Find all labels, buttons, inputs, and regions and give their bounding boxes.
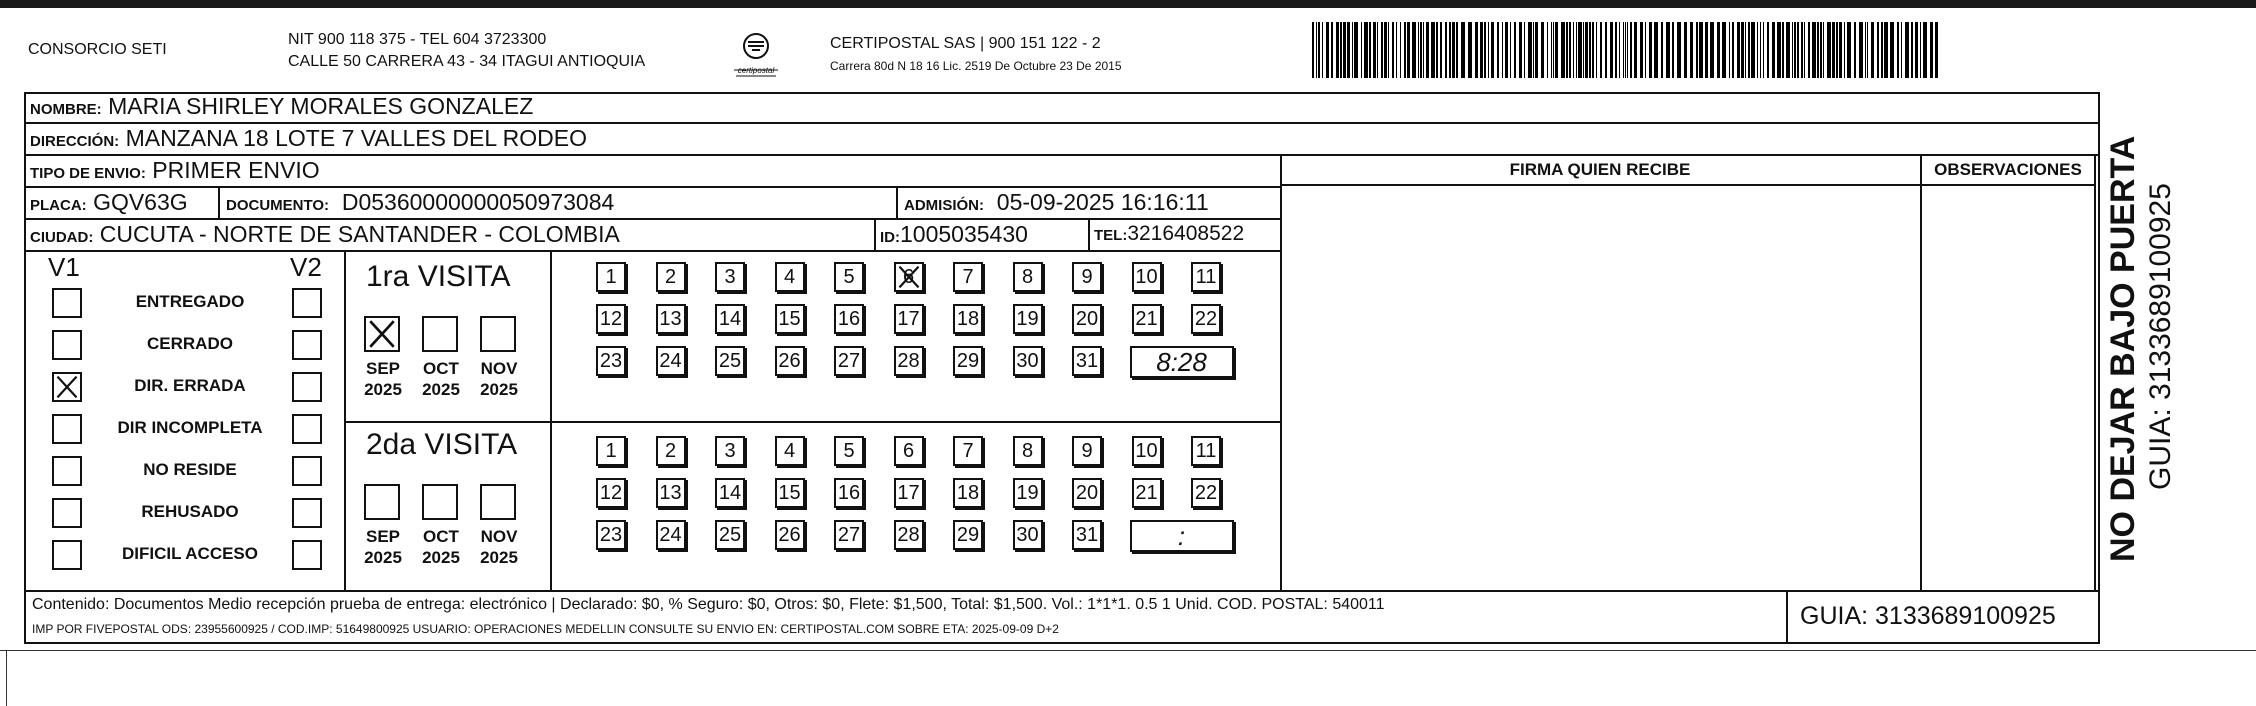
month-label: OCT 2025 [422, 527, 460, 567]
v2-checkbox[interactable] [292, 540, 322, 570]
col-divider [874, 218, 876, 250]
side-guia: GUIA: 3133689100925 [2144, 183, 2177, 490]
status-option-label: DIFICIL ACCESO [121, 544, 258, 563]
month-checkbox[interactable] [364, 316, 400, 352]
bottom-line [0, 650, 2256, 651]
day-box[interactable]: 18 [953, 478, 983, 508]
day-box[interactable]: 5 [834, 262, 864, 292]
firma-header: FIRMA QUIEN RECIBE [1509, 160, 1691, 179]
day-box[interactable]: 14 [715, 304, 745, 334]
day-box[interactable]: 4 [775, 436, 805, 466]
col-divider [550, 250, 552, 590]
day-box[interactable]: 15 [775, 304, 805, 334]
certipostal-line1: CERTIPOSTAL SAS | 900 151 122 - 2 [830, 35, 1101, 52]
certipostal-logo: certipostal [726, 30, 786, 84]
col-divider [344, 250, 346, 590]
day-box[interactable]: 22 [1191, 304, 1221, 334]
day-box[interactable]: 8 [1013, 436, 1043, 466]
day-box[interactable]: 1 [596, 436, 626, 466]
day-box[interactable]: 20 [1072, 304, 1102, 334]
v2-checkbox[interactable] [292, 372, 322, 402]
day-box[interactable]: 13 [656, 304, 686, 334]
visit1-title: 1ra VISITA [366, 260, 511, 293]
day-box[interactable]: 20 [1072, 478, 1102, 508]
day-box[interactable]: 29 [953, 520, 983, 550]
day-box[interactable]: 25 [715, 346, 745, 376]
day-box[interactable]: 23 [596, 520, 626, 550]
month-checkbox[interactable] [422, 316, 458, 352]
day-box[interactable]: 30 [1013, 346, 1043, 376]
v2-checkbox[interactable] [292, 456, 322, 486]
month-label: NOV 2025 [480, 527, 518, 567]
id-field: ID:1005035430 [880, 221, 1028, 247]
footer-guia: GUIA: 3133689100925 [1800, 602, 2056, 630]
day-box[interactable]: 27 [834, 520, 864, 550]
day-box[interactable]: 28 [894, 520, 924, 550]
side-warning: NO DEJAR BAJO PUERTA [2104, 135, 2142, 562]
v2-checkbox[interactable] [292, 414, 322, 444]
observaciones-header: OBSERVACIONES [1934, 160, 2082, 179]
v1-checkbox[interactable] [52, 414, 82, 444]
documento-field: DOCUMENTO: D05360000000050973084 [226, 189, 615, 215]
day-box[interactable]: 7 [953, 436, 983, 466]
time-box[interactable]: 8:28 [1130, 346, 1234, 378]
placa-field: PLACA: GQV63G [30, 189, 188, 215]
day-box[interactable]: 9 [1072, 262, 1102, 292]
company-name: CONSORCIO SETI [28, 41, 167, 58]
day-box[interactable]: 21 [1132, 304, 1162, 334]
v2-label: V2 [290, 252, 322, 282]
day-box[interactable]: 19 [1013, 478, 1043, 508]
day-box[interactable]: 18 [953, 304, 983, 334]
left-edge-line [6, 650, 7, 706]
v2-checkbox[interactable] [292, 288, 322, 318]
day-box[interactable]: 31 [1072, 520, 1102, 550]
day-box[interactable]: 4 [775, 262, 805, 292]
day-box[interactable]: 28 [894, 346, 924, 376]
nit-line: NIT 900 118 375 - TEL 604 3723300 [288, 31, 547, 48]
day-box[interactable]: 3 [715, 262, 745, 292]
day-box[interactable]: 16 [834, 478, 864, 508]
day-box[interactable]: 5 [834, 436, 864, 466]
tipo-envio-row: TIPO DE ENVIO: PRIMER ENVIO [30, 157, 320, 183]
v1-checkbox[interactable] [52, 372, 82, 402]
barcode [1312, 22, 1944, 78]
v1-checkbox[interactable] [52, 330, 82, 360]
tel-field: TEL:3216408522 [1094, 222, 1245, 245]
day-box[interactable]: 1 [596, 262, 626, 292]
day-box[interactable]: 10 [1132, 436, 1162, 466]
status-option-label: CERRADO [147, 334, 233, 353]
status-option-label: DIR. ERRADA [134, 376, 246, 395]
day-box[interactable]: 2 [656, 262, 686, 292]
day-box[interactable]: 27 [834, 346, 864, 376]
day-box[interactable]: 6 [894, 262, 924, 292]
visit2-title: 2da VISITA [366, 428, 518, 461]
ciudad-field: CIUDAD: CUCUTA - NORTE DE SANTANDER - COLOMBIA [30, 221, 620, 247]
day-box[interactable]: 30 [1013, 520, 1043, 550]
col-divider [1088, 218, 1090, 250]
month-label: OCT 2025 [422, 359, 460, 399]
col-divider [218, 186, 220, 218]
certipostal-line2: Carrera 80d N 18 16 Lic. 2519 De Octubre 23 De 2015 [830, 59, 1122, 73]
admision-field: ADMISIÓN: 05-09-2025 16:16:11 [904, 189, 1209, 215]
v1-checkbox[interactable] [52, 456, 82, 486]
day-box[interactable]: 8 [1013, 262, 1043, 292]
header-underline [1280, 184, 2096, 186]
month-checkbox[interactable] [364, 484, 400, 520]
day-box[interactable]: 17 [894, 478, 924, 508]
col-divider [896, 186, 898, 218]
day-box[interactable]: 16 [834, 304, 864, 334]
day-box[interactable]: 24 [656, 346, 686, 376]
day-box[interactable]: 23 [596, 346, 626, 376]
footer-print-line: IMP POR FIVEPOSTAL ODS: 23955600925 / COD.IMP: 51649800925 USUARIO: OPERACIONES MEDELLIN CONSULTE SU ENVIO EN: CERTIPOSTAL.COM SOBRE ETA: 2025-09-09 D+2 [32, 622, 1059, 636]
day-box[interactable]: 7 [953, 262, 983, 292]
day-box[interactable]: 19 [1013, 304, 1043, 334]
day-box[interactable]: 29 [953, 346, 983, 376]
day-box[interactable]: 6 [894, 436, 924, 466]
month-label: SEP 2025 [364, 527, 402, 567]
status-option-label: NO RESIDE [143, 460, 237, 479]
v1-checkbox[interactable] [52, 498, 82, 528]
top-border [0, 0, 2256, 8]
v2-checkbox[interactable] [292, 498, 322, 528]
col-divider [1280, 154, 1282, 590]
col-divider [2094, 154, 2096, 590]
day-box[interactable]: 24 [656, 520, 686, 550]
visit-divider [344, 421, 1280, 423]
month-checkbox[interactable] [480, 316, 516, 352]
day-box[interactable]: 21 [1132, 478, 1162, 508]
day-box[interactable]: 14 [715, 478, 745, 508]
v1-checkbox[interactable] [52, 540, 82, 570]
status-option-label: DIR INCOMPLETA [117, 418, 263, 437]
day-box[interactable]: 26 [775, 346, 805, 376]
day-box[interactable]: 2 [656, 436, 686, 466]
day-box[interactable]: 12 [596, 478, 626, 508]
status-option-label: ENTREGADO [135, 292, 245, 311]
day-box[interactable]: 11 [1191, 436, 1221, 466]
day-box[interactable]: 25 [715, 520, 745, 550]
barcode-gap [1938, 22, 1940, 78]
day-box[interactable]: 12 [596, 304, 626, 334]
v2-checkbox[interactable] [292, 330, 322, 360]
row-divider [24, 590, 2100, 592]
nombre-row: NOMBRE: MARIA SHIRLEY MORALES GONZALEZ [30, 93, 534, 119]
day-box[interactable]: 3 [715, 436, 745, 466]
day-box[interactable]: 10 [1132, 262, 1162, 292]
month-label: NOV 2025 [480, 359, 518, 399]
day-box[interactable]: 26 [775, 520, 805, 550]
day-box[interactable]: 31 [1072, 346, 1102, 376]
month-checkbox[interactable] [422, 484, 458, 520]
col-divider [1920, 154, 1922, 590]
day-box[interactable]: 17 [894, 304, 924, 334]
day-box[interactable]: 15 [775, 478, 805, 508]
address-line: CALLE 50 CARRERA 43 - 34 ITAGUI ANTIOQUIA [288, 53, 646, 70]
day-box[interactable]: 9 [1072, 436, 1102, 466]
month-label: SEP 2025 [364, 359, 402, 399]
v1-checkbox[interactable] [52, 288, 82, 318]
status-option-label: REHUSADO [141, 502, 239, 521]
month-checkbox[interactable] [480, 484, 516, 520]
day-box[interactable]: 11 [1191, 262, 1221, 292]
col-divider [1786, 590, 1788, 644]
v1-label: V1 [48, 252, 80, 282]
footer-content-line: Contenido: Documentos Medio recepción prueba de entrega: electrónico | Declarado: $0, % Seguro: $0, Otros: $0, Flete: $1,500, Total: $1,500. Vol.: 1*1*1. 0.5 1 Unid. COD. POSTAL: 540011 [32, 596, 1385, 613]
day-box[interactable]: 22 [1191, 478, 1221, 508]
time-box[interactable]: : [1130, 520, 1234, 552]
day-box[interactable]: 13 [656, 478, 686, 508]
direccion-row: DIRECCIÓN: MANZANA 18 LOTE 7 VALLES DEL RODEO [30, 125, 587, 151]
